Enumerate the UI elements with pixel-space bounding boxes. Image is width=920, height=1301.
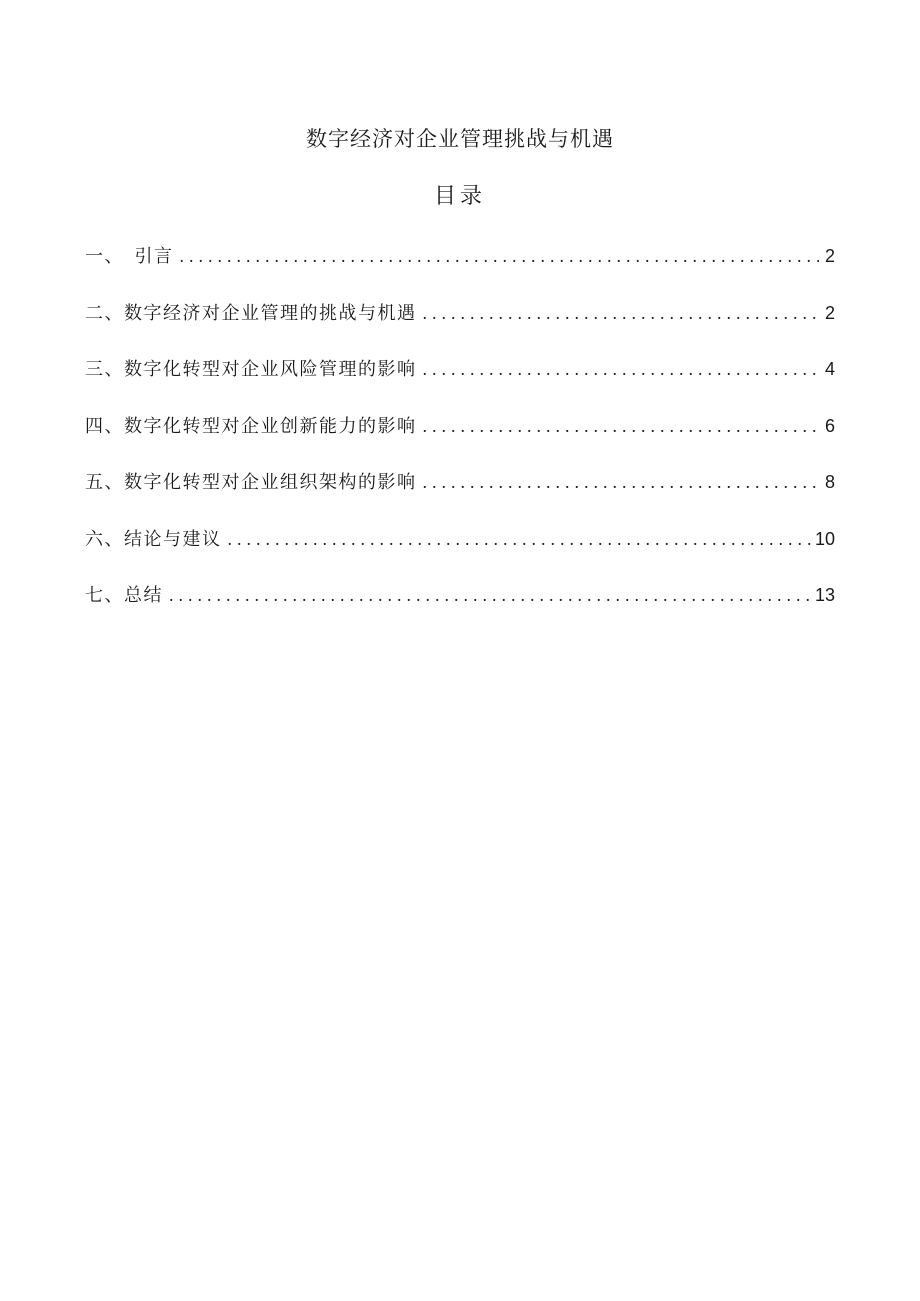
table-of-contents: [85, 240, 835, 636]
toc-page-number: 2: [824, 246, 835, 266]
toc-entry[interactable]: [85, 410, 835, 467]
toc-page-number: 4: [824, 359, 835, 379]
toc-dot-leader: [180, 240, 820, 272]
toc-dot-leader: [423, 410, 820, 442]
toc-entry-label: 二、数字经济对企业管理的挑战与机遇: [85, 302, 417, 324]
toc-entry-label: 五、数字化转型对企业组织架构的影响: [85, 472, 417, 493]
toc-entry-label: 七、总结: [85, 585, 163, 606]
document-title: 数字经济对企业管理挑战与机遇: [306, 127, 614, 151]
toc-dot-leader: [423, 353, 820, 385]
toc-heading: 目录: [433, 184, 486, 209]
toc-entry[interactable]: [85, 579, 835, 636]
toc-entry[interactable]: [85, 240, 835, 297]
toc-entry-label: 三、数字化转型对企业风险管理的影响: [85, 359, 417, 380]
toc-entry[interactable]: [85, 523, 835, 580]
toc-entry[interactable]: [85, 466, 835, 523]
toc-entry-label: 四、数字化转型对企业创新能力的影响: [85, 415, 417, 437]
toc-entry[interactable]: [85, 353, 835, 410]
toc-dot-leader: [423, 466, 820, 498]
toc-dot-leader: [228, 523, 811, 555]
toc-page-number: 13: [814, 585, 835, 605]
toc-page-number: 10: [814, 528, 835, 549]
toc-entry[interactable]: [85, 297, 835, 354]
toc-entry-label: 六、结论与建议: [85, 528, 222, 550]
toc-dot-leader: [169, 579, 811, 611]
toc-page-number: 6: [824, 415, 835, 436]
toc-page-number: 8: [824, 472, 835, 492]
toc-page-number: 2: [824, 302, 835, 323]
toc-entry-label: 一、 引言: [85, 246, 174, 267]
toc-dot-leader: [423, 297, 820, 329]
